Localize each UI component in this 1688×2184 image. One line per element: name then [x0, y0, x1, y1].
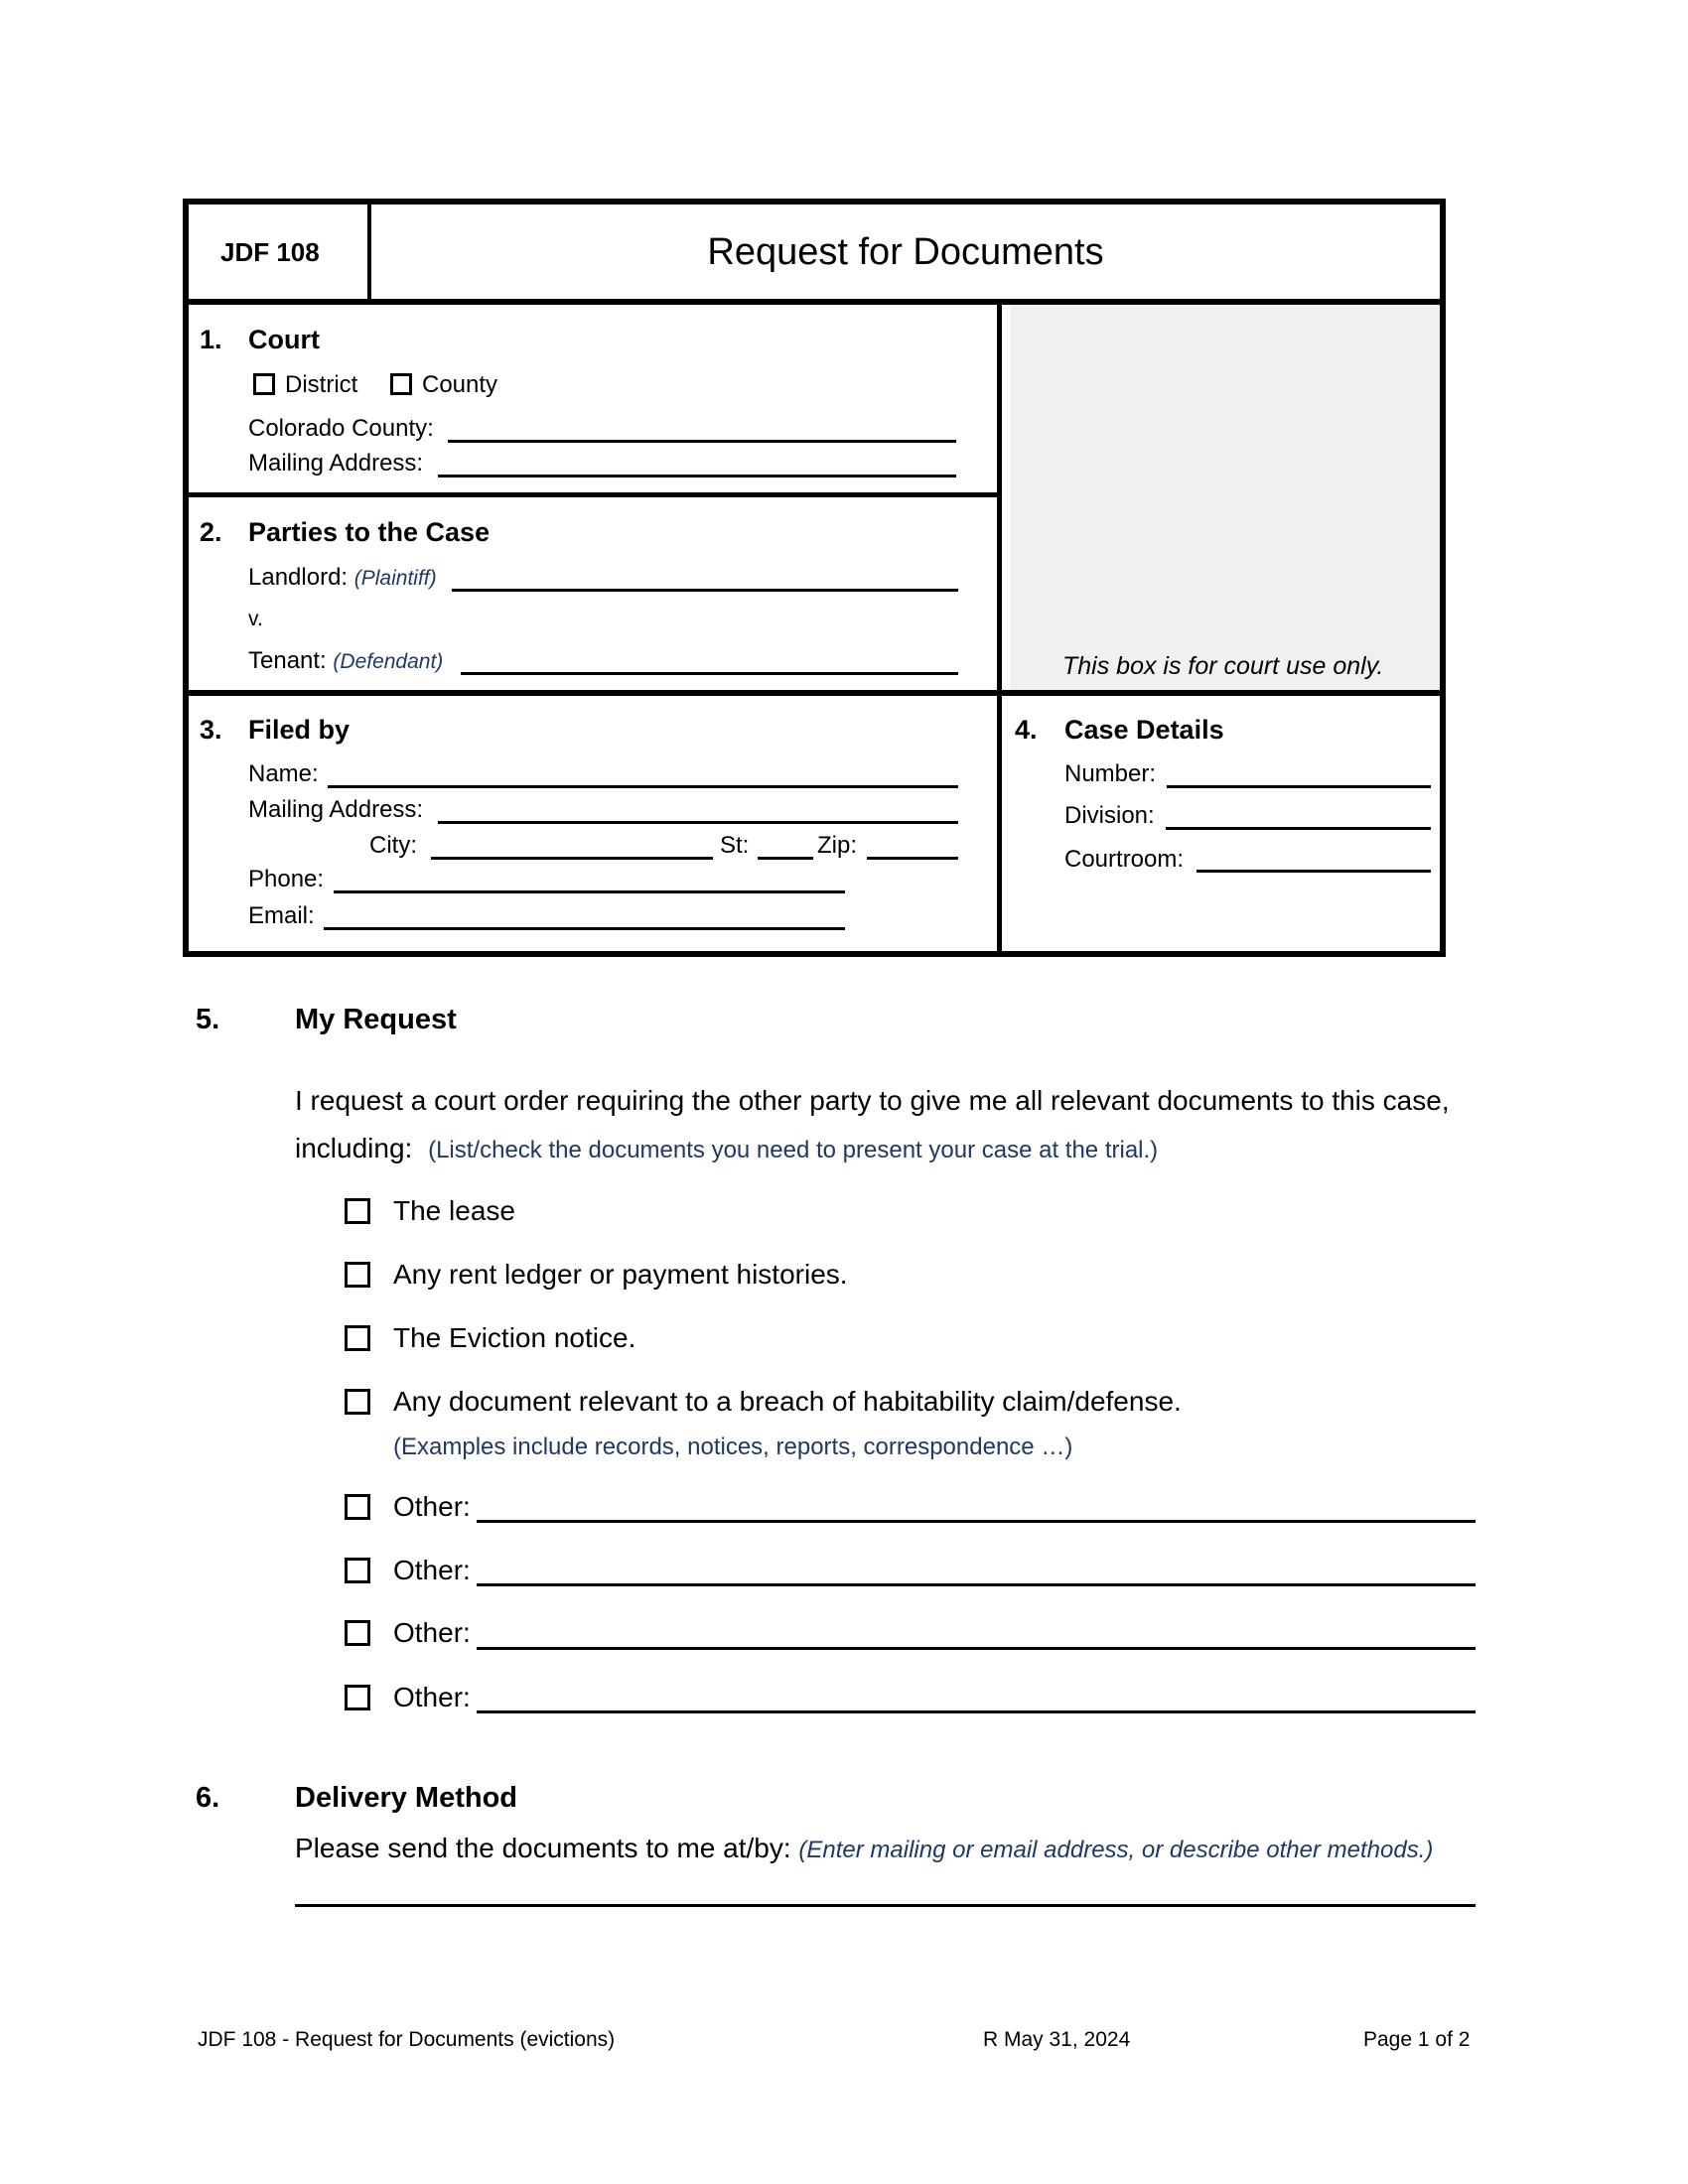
plaintiff-hint: (Plaintiff): [353, 567, 437, 590]
court-use-note: This box is for court use only.: [1062, 652, 1384, 680]
other-label-3: Other:: [393, 1617, 471, 1648]
filer-phone-label: Phone:: [248, 866, 325, 892]
delivery-hint: (Enter mailing or email address, or describe other methods.): [798, 1837, 1434, 1863]
footer-page-number: Page 1 of 2: [1363, 2028, 1471, 2051]
state-field[interactable]: [758, 857, 813, 860]
habitability-checkbox[interactable]: [345, 1389, 370, 1415]
filer-email-field[interactable]: [324, 927, 845, 930]
zip-label: Zip:: [817, 832, 858, 859]
filer-name-field[interactable]: [328, 785, 958, 788]
colorado-county-label: Colorado County:: [248, 415, 434, 442]
division-label: Division:: [1064, 802, 1155, 829]
section5-number: 5.: [196, 1004, 220, 1035]
other-label-4: Other:: [393, 1682, 471, 1712]
tenant-label: [248, 647, 443, 676]
section2-bottom-rule: [183, 690, 1446, 696]
footer-form-name: JDF 108 - Request for Documents (evictions): [198, 2028, 616, 2051]
filer-phone-field[interactable]: [334, 890, 845, 893]
eviction-notice-checkbox[interactable]: [345, 1325, 370, 1351]
defendant-hint: (Defendant): [333, 650, 444, 673]
county-checkbox[interactable]: [390, 373, 412, 395]
delivery-text: [295, 1833, 1433, 1866]
section6-number: 6.: [196, 1782, 220, 1814]
tenant-label-text: Tenant:: [248, 647, 327, 674]
request-hint: (List/check the documents you need to present your case at the trial.): [428, 1137, 1159, 1163]
court-mailing-address-field[interactable]: [438, 475, 956, 478]
lease-label: The lease: [393, 1195, 515, 1226]
other-checkbox-1[interactable]: [345, 1494, 370, 1520]
section1-title: Court: [248, 325, 320, 354]
section4-title: Case Details: [1064, 715, 1224, 745]
filer-mailing-address-label: Mailing Address:: [248, 796, 424, 823]
section1-number: 1.: [200, 325, 222, 354]
rent-ledger-checkbox[interactable]: [345, 1262, 370, 1288]
other-field-4[interactable]: [477, 1710, 1476, 1713]
county-label: County: [422, 371, 498, 398]
header-bottom-rule: [183, 299, 1446, 305]
including-text: including:: [295, 1133, 413, 1163]
case-number-field[interactable]: [1167, 785, 1431, 788]
city-field[interactable]: [431, 857, 713, 860]
delivery-field[interactable]: [295, 1904, 1476, 1907]
column-divider: [997, 299, 1002, 957]
footer-revision-date: R May 31, 2024: [983, 2028, 1131, 2051]
courtroom-label: Courtroom:: [1064, 846, 1185, 873]
landlord-label: [248, 564, 437, 593]
form-id: JDF 108: [220, 237, 320, 267]
city-label: City:: [369, 832, 417, 859]
section4-number: 4.: [1015, 715, 1038, 745]
colorado-county-field[interactable]: [448, 440, 956, 443]
other-field-3[interactable]: [477, 1647, 1476, 1650]
filer-mailing-address-field[interactable]: [438, 821, 958, 824]
other-checkbox-4[interactable]: [345, 1685, 370, 1710]
habitability-label: Any document relevant to a breach of habitability claim/defense.: [393, 1386, 1182, 1417]
state-label: St:: [720, 832, 750, 859]
section3-number: 3.: [200, 715, 222, 745]
landlord-field[interactable]: [452, 589, 958, 592]
other-label-1: Other:: [393, 1491, 471, 1522]
rent-ledger-label: Any rent ledger or payment histories.: [393, 1259, 848, 1290]
page-title: Request for Documents: [707, 231, 1104, 273]
district-label: District: [285, 371, 358, 398]
courtroom-field[interactable]: [1196, 870, 1431, 873]
delivery-instruction: Please send the documents to me at/by:: [295, 1833, 791, 1863]
other-checkbox-2[interactable]: [345, 1558, 370, 1583]
filer-name-label: Name:: [248, 760, 319, 787]
filer-email-label: Email:: [248, 902, 315, 929]
other-field-2[interactable]: [477, 1583, 1476, 1586]
eviction-notice-label: The Eviction notice.: [393, 1322, 636, 1353]
section6-title: Delivery Method: [295, 1782, 517, 1814]
zip-field[interactable]: [867, 857, 958, 860]
other-checkbox-3[interactable]: [345, 1620, 370, 1646]
examples-hint: (Examples include records, notices, reports, correspondence …): [393, 1433, 1073, 1460]
division-field[interactable]: [1166, 827, 1431, 830]
other-label-2: Other:: [393, 1555, 471, 1585]
case-number-label: Number:: [1064, 760, 1157, 787]
other-field-1[interactable]: [477, 1520, 1476, 1523]
landlord-label-text: Landlord:: [248, 564, 349, 591]
section2-title: Parties to the Case: [248, 517, 491, 547]
section3-title: Filed by: [248, 715, 351, 745]
versus-label: v.: [248, 608, 263, 630]
request-intro-line2: [295, 1133, 1158, 1166]
tenant-field[interactable]: [461, 672, 958, 675]
lease-checkbox[interactable]: [345, 1198, 370, 1224]
court-mailing-address-label: Mailing Address:: [248, 450, 424, 477]
section1-bottom-rule: [183, 492, 1001, 497]
section5-title: My Request: [295, 1004, 457, 1035]
request-intro-line1: I request a court order requiring the other party to give me all relevant documents to this case,: [295, 1085, 1450, 1116]
district-checkbox[interactable]: [253, 373, 275, 395]
section2-number: 2.: [200, 517, 222, 547]
